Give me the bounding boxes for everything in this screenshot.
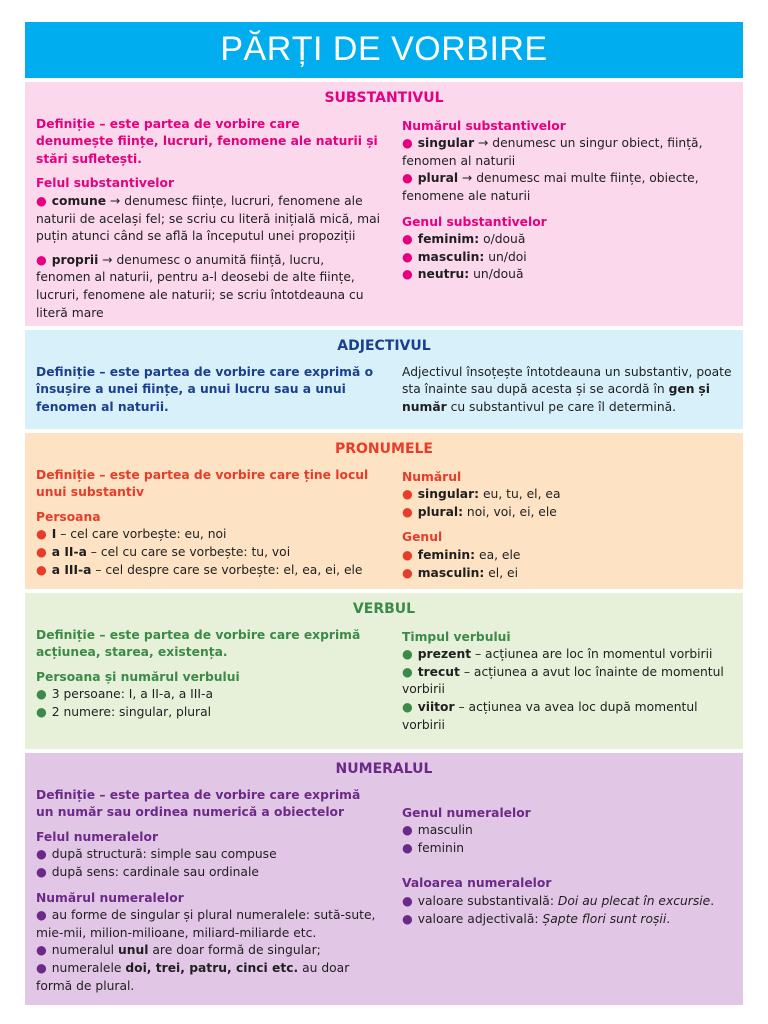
- list-item: ● feminin: ea, ele: [402, 547, 521, 562]
- poster: [25, 22, 743, 1005]
- subheading: Genul substantivelor: [402, 214, 547, 229]
- adjective-rule: Adjectivul însoțește întotdeauna un substantiv, poate sta înainte sau după acesta și se acordă în gen și număr cu substantivul pe care îl determină.: [402, 364, 732, 414]
- list-item: ● valoare substantivală: Doi au plecat în excursie.: [402, 893, 715, 908]
- section-verbul: [25, 593, 743, 749]
- subheading: Persoana și numărul verbului: [36, 669, 240, 684]
- subheading: Persoana: [36, 509, 101, 524]
- bullet-icon: ●: [36, 687, 47, 702]
- list-item: ● masculin: un/doi: [402, 249, 527, 264]
- bullet-icon: ●: [402, 565, 413, 580]
- list-item: ● a III-a – cel despre care se vorbește: el, ea, ei, ele: [36, 562, 363, 577]
- subheading: Genul numeralelor: [402, 805, 531, 820]
- list-item: ● plural → denumesc mai multe ființe, obiecte, fenomene ale naturii: [402, 171, 699, 203]
- page-title: PĂRȚI DE VORBIRE: [220, 30, 548, 69]
- list-item: ● prezent – acțiunea are loc în momentul vorbirii: [402, 647, 713, 662]
- bullet-icon: ●: [36, 847, 47, 862]
- bullet-icon: ●: [402, 699, 413, 714]
- bullet-icon: ●: [36, 562, 47, 577]
- list-item: ● singular: eu, tu, el, ea: [402, 487, 561, 502]
- bullet-icon: ●: [402, 249, 413, 264]
- bullet-icon: ●: [402, 647, 413, 662]
- list-item: ● numeralul unul are doar formă de singular;: [36, 943, 321, 958]
- section-title: ADJECTIVUL: [337, 338, 431, 354]
- section-pronumele: [25, 433, 743, 589]
- list-item: ● după structură: simple sau compuse: [36, 847, 277, 862]
- section-adjectivul: [25, 330, 743, 429]
- bullet-icon: ●: [402, 823, 413, 838]
- list-item: ● proprii → denumesc o anumită ființă, lucru, fenomen al naturii, pentru a-l deosebi de alte ființe, lucruri, fenomene ale naturii; se scriu întotdeauna cu literă mare: [36, 252, 364, 320]
- list-item: ● viitor – acțiunea va avea loc după momentul vorbirii: [402, 699, 698, 732]
- section-title: PRONUMELE: [334, 441, 433, 457]
- list-item: ● a II-a – cel cu care se vorbește: tu, voi: [36, 544, 291, 559]
- bullet-icon: ●: [402, 171, 413, 186]
- section-numeralul: [25, 753, 743, 1005]
- section-title: NUMERALUL: [335, 761, 433, 777]
- list-item: ● feminin: [402, 840, 465, 855]
- bullet-icon: ●: [402, 504, 413, 519]
- subheading: Felul substantivelor: [36, 176, 175, 191]
- bullet-icon: ●: [402, 487, 413, 502]
- bullet-icon: ●: [402, 664, 413, 679]
- subheading: Numărul substantivelor: [402, 118, 566, 133]
- list-item: ● plural: noi, voi, ei, ele: [402, 504, 557, 519]
- definition: Definiție – este partea de vorbire care exprimă acțiunea, starea, existența.: [36, 627, 361, 660]
- bullet-icon: ●: [402, 893, 413, 908]
- subheading: Genul: [402, 530, 443, 545]
- list-item: ● au forme de singular și plural numeralele: sută-sute, mie-mii, milion-milioane, miliard-miliarde etc.: [36, 908, 376, 940]
- list-item: ● singular → denumesc un singur obiect, ființă, fenomen al naturii: [402, 136, 703, 168]
- list-item: ● neutru: un/două: [402, 267, 524, 282]
- definition: Definiție – este partea de vorbire care denumește ființe, lucruri, fenomene ale naturii și stări sufletești.: [36, 116, 378, 166]
- definition: Definiție – este partea de vorbire care exprimă un număr sau ordinea numerică a obiectelor: [36, 787, 361, 820]
- bullet-icon: ●: [402, 267, 413, 282]
- section-substantivul: [25, 82, 743, 326]
- bullet-icon: ●: [402, 136, 413, 151]
- bullet-icon: ●: [36, 527, 47, 542]
- list-item: ● 3 persoane: I, a II-a, a III-a: [36, 687, 213, 702]
- bullet-icon: ●: [36, 252, 47, 267]
- bullet-icon: ●: [36, 960, 47, 975]
- bullet-icon: ●: [36, 908, 47, 923]
- subheading: Valoarea numeralelor: [402, 876, 552, 891]
- bullet-icon: ●: [402, 911, 413, 926]
- bullet-icon: ●: [36, 193, 47, 208]
- list-item: ● 2 numere: singular, plural: [36, 704, 212, 719]
- subheading: Numărul: [402, 469, 462, 484]
- subheading: Numărul numeralelor: [36, 890, 184, 905]
- bullet-icon: ●: [36, 943, 47, 958]
- list-item: ● numeralele doi, trei, patru, cinci etc. au doar formă de plural.: [36, 960, 350, 993]
- list-item: ● I – cel care vorbește: eu, noi: [36, 527, 227, 542]
- definition: Definiție – este partea de vorbire care exprimă o însușire a unei ființe, a unui lucru sau a unui fenomen al naturii.: [36, 364, 374, 414]
- bullet-icon: ●: [36, 704, 47, 719]
- list-item: ● masculin: el, ei: [402, 565, 519, 580]
- page-title-banner: [25, 22, 743, 78]
- section-title: VERBUL: [352, 601, 416, 617]
- list-item: ● comune → denumesc ființe, lucruri, fenomene ale naturii de același fel; se scriu cu literă inițială mică, mai puțin atunci când se află la începutul unei propoziții: [36, 193, 381, 244]
- list-item: ● valoare adjectivală: Șapte flori sunt roșii.: [402, 911, 671, 926]
- bullet-icon: ●: [36, 544, 47, 559]
- bullet-icon: ●: [402, 840, 413, 855]
- list-item: ● după sens: cardinale sau ordinale: [36, 864, 259, 879]
- section-title: SUBSTANTIVUL: [324, 90, 444, 106]
- bullet-icon: ●: [402, 547, 413, 562]
- subheading: Felul numeralelor: [36, 829, 159, 844]
- subheading: Timpul verbului: [402, 629, 511, 644]
- bullet-icon: ●: [36, 864, 47, 879]
- bullet-icon: ●: [402, 232, 413, 247]
- list-item: ● masculin: [402, 823, 473, 838]
- list-item: ● trecut – acțiunea a avut loc înainte de momentul vorbirii: [402, 664, 724, 697]
- list-item: ● feminim: o/două: [402, 232, 526, 247]
- definition: Definiție – este partea de vorbire care ține locul unui substantiv: [36, 467, 369, 500]
